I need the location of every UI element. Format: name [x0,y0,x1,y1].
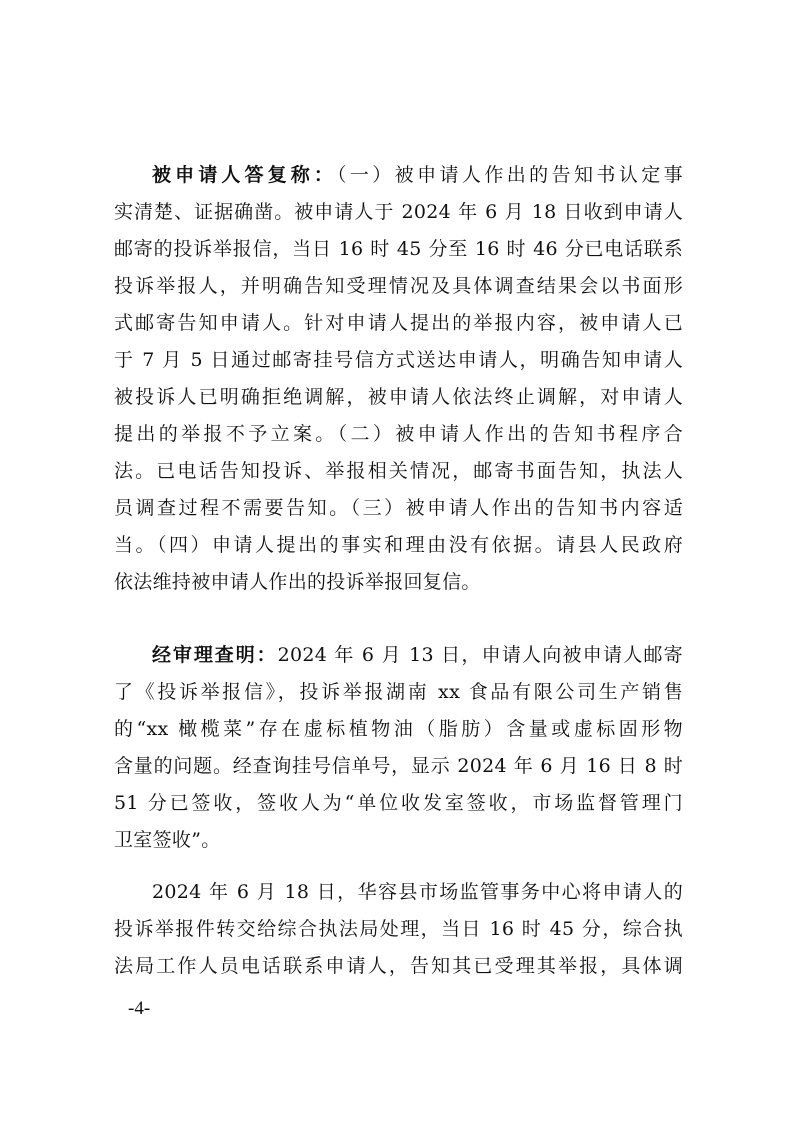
paragraph-line: 被投诉人已明确拒绝调解，被申请人依法终止调解，对申请人 [114,386,683,408]
paragraph-line: 实清楚、证据确凿。被申请人于 2024 年 6 月 18 日收到申请人 [114,201,683,223]
transfer-paragraph [114,874,683,985]
paragraph-line: 邮寄的投诉举报信，当日 16 时 45 分至 16 时 46 分已电话联系 [114,238,683,260]
paragraph-line: 了《投诉举报信》，投诉举报湖南 xx 食品有限公司生产销售 [114,681,683,703]
paragraph-line: 依法维持被申请人作出的投诉举报回复信。 [114,571,481,593]
paragraph-line: 提出的举报不予立案。（二）被申请人作出的告知书程序合 [114,423,683,445]
paragraph-line: 2024 年 6 月 18 日，华容县市场监管事务中心将申请人的 [152,881,683,903]
paragraph-line: 投诉举报件转交给综合执法局处理，当日 16 时 45 分，综合执 [114,918,683,940]
paragraph-line: 投诉举报人，并明确告知受理情况及具体调查结果会以书面形 [114,275,683,297]
paragraph-text: 2024 年 6 月 13 日，申请人向被申请人邮寄 [277,644,683,666]
page-number: -4- [128,998,151,1019]
paragraph-line [114,637,683,674]
paragraph-line: 于 7 月 5 日通过邮寄挂号信方式送达申请人，明确告知申请人 [114,349,683,371]
paragraph-line: 当。（四）申请人提出的事实和理由没有依据。请县人民政府 [114,534,683,556]
review-findings-heading: 经审理查明： [152,644,278,666]
paragraph-line: 式邮寄告知申请人。针对申请人提出的举报内容，被申请人已 [114,312,683,334]
paragraph-line: 51 分已签收，签收人为“单位收发室签收，市场监督管理门 [114,792,683,814]
paragraph-line: 法局工作人员电话联系申请人，告知其已受理其举报，具体调 [114,955,683,977]
review-findings-paragraph [114,637,683,859]
paragraph-line: 含量的问题。经查询挂号信单号，显示 2024 年 6 月 16 日 8 时 [114,755,683,777]
paragraph-line: 员调查过程不需要告知。（三）被申请人作出的告知书内容适 [114,497,683,519]
paragraph-line: 卫室签收”。 [114,829,221,851]
paragraph-line: 法。已电话告知投诉、举报相关情况，邮寄书面告知，执法人 [114,460,683,482]
respondent-reply-heading: 被申请人答复称： [152,164,337,186]
paragraph-text: （一）被申请人作出的告知书认定事 [336,164,683,186]
paragraph-line: 的“xx 橄榄菜”存在虚标植物油（脂肪）含量或虚标固形物 [114,718,683,740]
paragraph-line [114,157,683,194]
respondent-reply-paragraph [114,157,683,601]
